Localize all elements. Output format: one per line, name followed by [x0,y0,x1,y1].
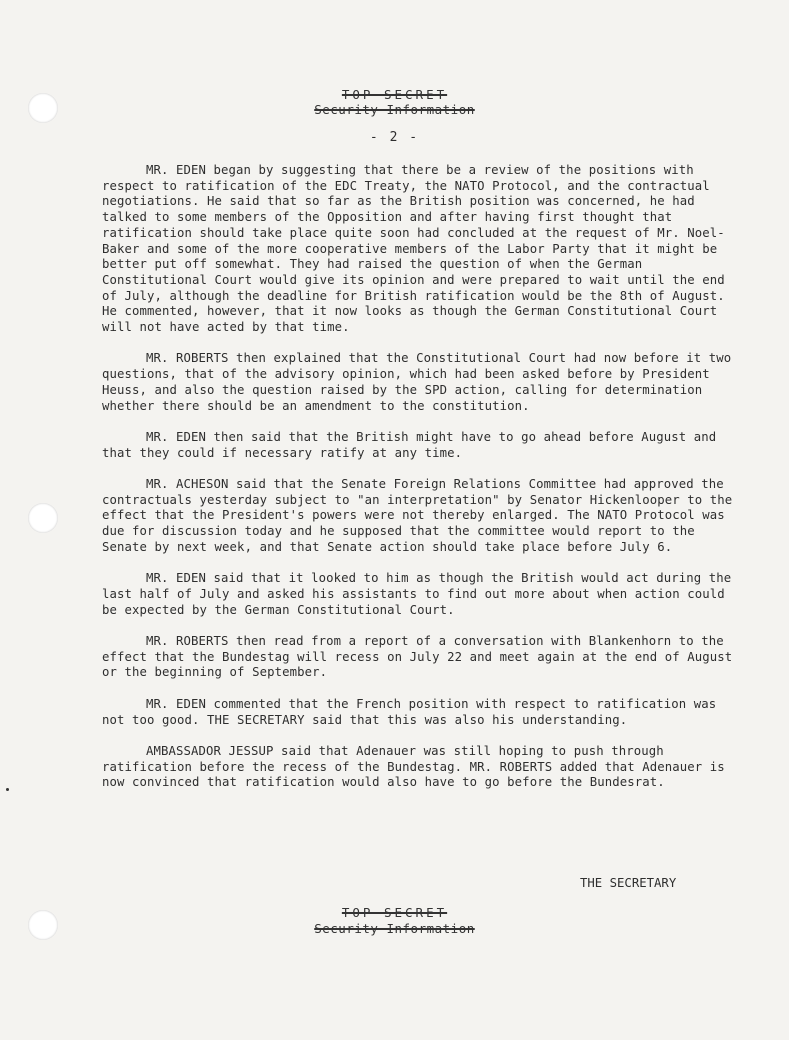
signature: THE SECRETARY [580,876,677,890]
header-classification [0,88,789,102]
memo-body [102,163,742,807]
caveat-stamp: Security Information [314,102,475,117]
classification-stamp: TOP SECRET [341,87,448,102]
header-caveat [0,103,789,117]
page-number: - 2 - [369,130,420,145]
paragraph: AMBASSADOR JESSUP said that Adenauer was still hoping to push through ratification before the recess of the Bundestag. MR. ROBERTS added that Adenauer is now convinced that ratification would also have to go before the Bundesrat. [102,743,725,790]
punch-hole [28,503,58,533]
paragraph: MR. EDEN commented that the French position with respect to ratification was not too good. THE SECRETARY said that this was also his understanding. [102,696,717,727]
paragraph: MR. ROBERTS then explained that the Constitutional Court had now before it two questions, that of the advisory opinion, which had been asked before by President Heuss, and also the question raised by the SPD action, calling for determination whether there should be an amendment to the constitution. [102,351,732,413]
paragraph: MR. EDEN began by suggesting that there be a review of the positions with respect to ratification of the EDC Treaty, the NATO Protocol, and the contractual negotiations. He said that so far as the British position was concerned, he had talked to some members of the Opposition and after having first thought that ratification should take place quite soon had concluded at the request of Mr. Noel-Baker and some of the more cooperative members of the Labor Party that it might be better put off somewhat. They had raised the question of when the German Constitutional Court would give its opinion and were prepared to wait until the end of July, although the deadline for British ratification would be the 8th of August. He commented, however, that it now looks as though the German Constitutional Court will not have acted by that time. [102,163,725,335]
paragraph: MR. ROBERTS then read from a report of a conversation with Blankenhorn to the effect that the Bundestag will recess on July 22 and meet again at the end of August or the beginning of September. [102,634,733,680]
classification-stamp: TOP SECRET [341,905,448,920]
paragraph: MR. EDEN then said that the British might have to go ahead before August and that they could if necessary ratify at any time. [102,429,717,460]
footer-caveat [0,922,789,936]
caveat-stamp: Security Information [314,921,475,936]
ink-speck [6,788,9,791]
paragraph: MR. ACHESON said that the Senate Foreign Relations Committee had approved the contractuals yesterday subject to "an interpretation" by Senator Hickenlooper to the effect that the President's powers were not thereby enlarged. The NATO Protocol was due for discussion today and he supposed that the committee would report to the Senate by next week, and that Senate action should take place before July 6. [102,477,733,554]
paragraph: MR. EDEN said that it looked to him as though the British would act during the last half of July and asked his assistants to find out more about when action could be expected by the German Constitutional Court. [102,571,732,617]
footer-classification [0,906,789,920]
